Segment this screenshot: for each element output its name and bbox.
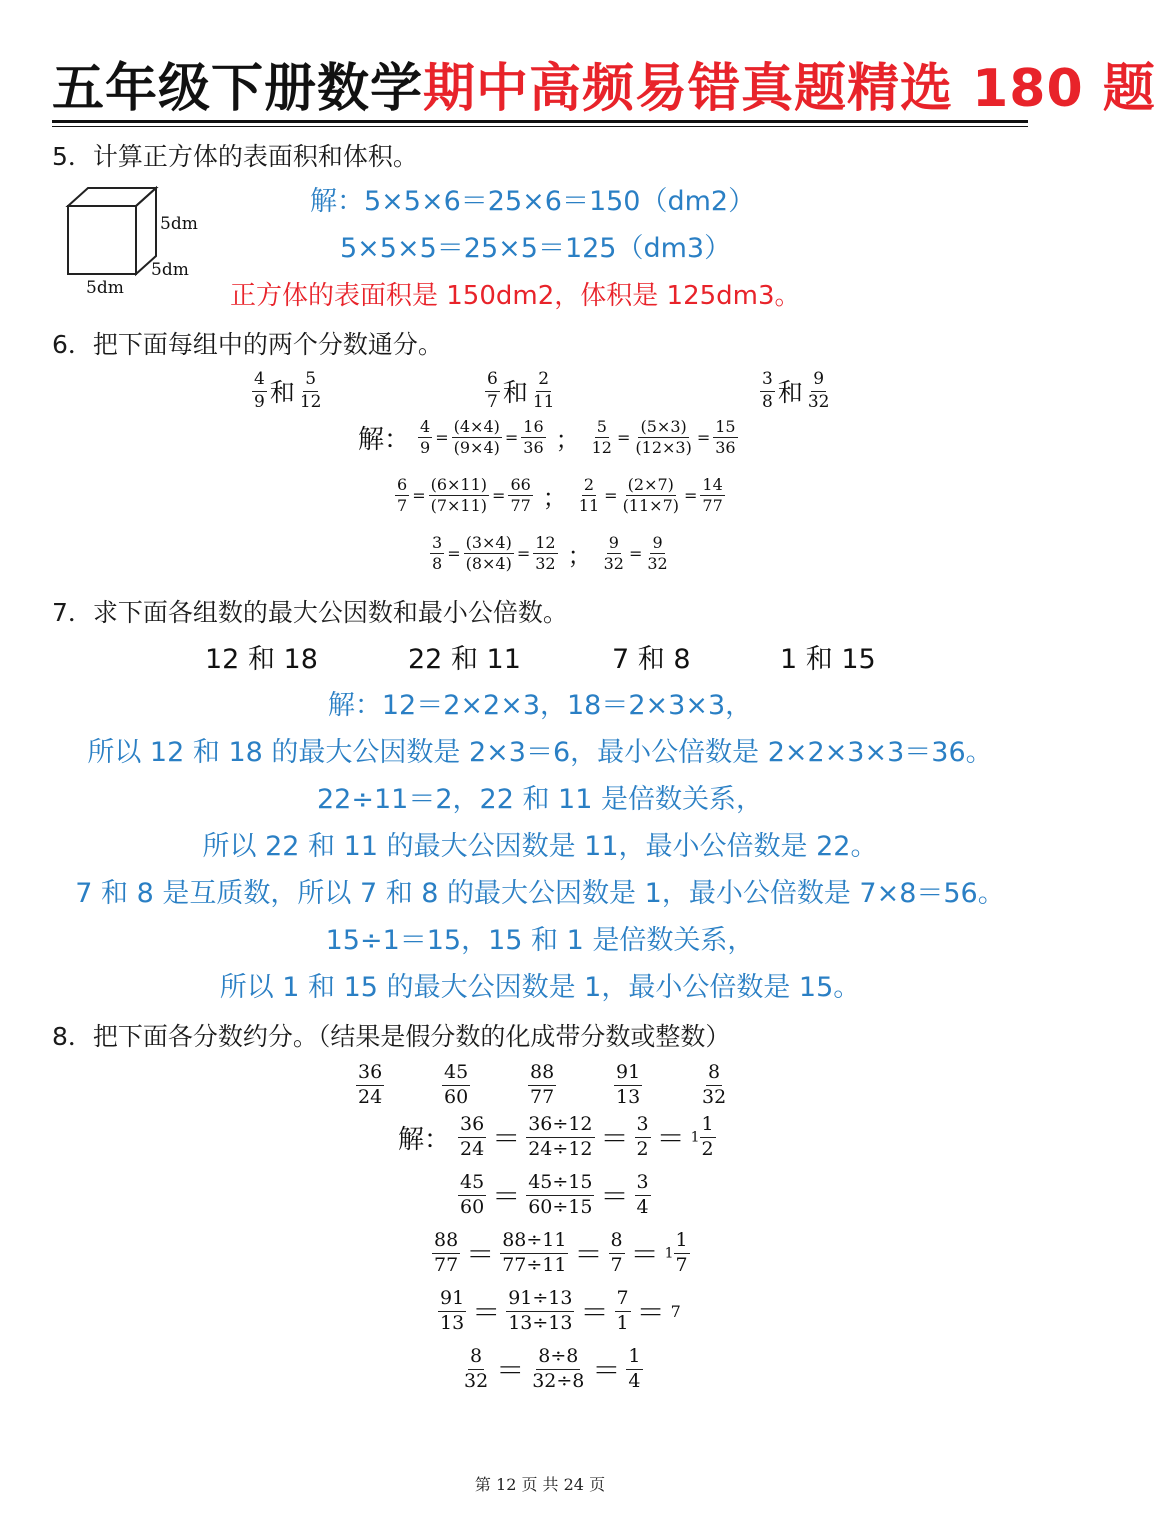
q6-solution-row: $\frac{6}{7}$ = $\frac{(6\times 11)}{(7\times 11)}$ = $\frac{66}{77}$ ； $\frac{2}{11}$ = $\frac{(2\times 7)}{(11\times 7)}$ = $\frac{14}{77}$: [397, 475, 723, 516]
mixed-number: 1 $\frac{1}{2}$: [690, 1113, 714, 1160]
q5-solution-line2: 5×5×5＝25×5＝125（dm3）: [340, 233, 732, 264]
fraction: $\frac{66}{77}$: [510, 475, 531, 516]
connector: 和: [269, 378, 295, 408]
q7-solution-line: 所以 12 和 18 的最大公因数是 2×3＝6，最小公倍数是 2×2×3×3＝36。: [87, 737, 993, 768]
fraction: $\frac{(2\times 7)}{(11\times 7)}$: [622, 475, 679, 516]
fraction: $\frac{6}{7}$: [397, 475, 408, 516]
q8-fraction: $\frac{8}{32}$: [702, 1061, 727, 1108]
fraction: $\frac{5}{12}$: [299, 369, 322, 412]
q6-solution-row: 解： $\frac{4}{9}$ = $\frac{(4\times 4)}{(9\times 4)}$ = $\frac{16}{36}$ ； $\frac{5}{12}$ = $\frac{(5\times 3)}{(12\times 3)}$ = $\frac{15}{36}$: [358, 417, 736, 458]
title-rule-thick: [52, 120, 1028, 123]
q7-solution-line: 7 和 8 是互质数，所以 7 和 8 的最大公因数是 1，最小公倍数是 7×8＝56。: [75, 878, 1005, 909]
fraction: $\frac{9}{32}$: [807, 369, 830, 412]
q7-question: 7．求下面各组数的最大公因数和最小公倍数。: [52, 598, 568, 627]
q8-fraction: $\frac{45}{60}$: [444, 1061, 469, 1108]
title-black-part: 五年级下册数学: [52, 59, 424, 119]
fraction: $\frac{3}{8}$: [762, 369, 773, 412]
q7-solution-line: 22÷11＝2，22 和 11 是倍数关系，: [317, 784, 763, 815]
q8-step: $\frac{45}{60}$ ＝ $\frac{45\div 15}{60\div 15}$ ＝ $\frac{3}{4}$: [460, 1171, 649, 1218]
q8-fraction: $\frac{36}{24}$: [358, 1061, 383, 1108]
connector: 和: [502, 378, 528, 408]
q7-group: 22 和 11: [408, 644, 521, 675]
fraction: $\frac{(5\times 3)}{(12\times 3)}$: [635, 417, 692, 458]
q7-solution-line: 解：12＝2×2×3，18＝2×3×3，: [327, 690, 753, 721]
q8-question: 8．把下面各分数约分。（结果是假分数的化成带分数或整数）: [52, 1022, 731, 1051]
solve-label: 解：: [398, 1124, 451, 1155]
fraction: $\frac{15}{36}$: [715, 417, 736, 458]
fraction: $\frac{2}{11}$: [578, 475, 600, 516]
fraction: $\frac{9}{32}$: [603, 533, 624, 574]
q8-step: $\frac{8}{32}$ ＝ $\frac{8\div 8}{32\div 8}$ ＝ $\frac{1}{4}$: [464, 1345, 641, 1392]
q6-pair: [485, 370, 556, 412]
fraction: $\frac{3}{8}$: [432, 533, 443, 574]
q5-question: 5．计算正方体的表面积和体积。: [52, 142, 418, 171]
cube-front-face: [68, 206, 136, 274]
title-rule-thin: [52, 126, 1028, 127]
q8-fraction: $\frac{88}{77}$: [530, 1061, 555, 1108]
fraction: $\frac{4}{9}$: [254, 369, 265, 412]
q8-step: $\frac{88}{77}$ ＝ $\frac{88\div 11}{77\div 11}$ ＝ $\frac{8}{7}$ ＝ 1 $\frac{1}{7}$: [434, 1229, 688, 1276]
fraction: $\frac{16}{36}$: [523, 417, 544, 458]
fraction: $\frac{(6\times 11)}{(7\times 11)}$: [430, 475, 488, 516]
q8-step: $\frac{91}{13}$ ＝ $\frac{91\div 13}{13\div 13}$ ＝ $\frac{7}{1}$ ＝ 7: [440, 1287, 681, 1334]
cube-label-bottom: 5dm: [86, 278, 124, 298]
cube-top-face: [68, 188, 156, 206]
q7-group: 7 和 8: [612, 644, 691, 675]
connector: 和: [777, 378, 803, 408]
fraction: $\frac{6}{7}$: [487, 369, 498, 412]
fraction: $\frac{5}{12}$: [591, 417, 612, 458]
whole-number: 7: [670, 1301, 681, 1321]
q6-solution-row: $\frac{3}{8}$ = $\frac{(3\times 4)}{(8\times 4)}$ = $\frac{12}{32}$ ； $\frac{9}{32}$ = $\frac{9}{32}$: [432, 533, 668, 574]
q7-solution-line: 15÷1＝15，15 和 1 是倍数关系，: [325, 925, 755, 956]
fraction: $\frac{(3\times 4)}{(8\times 4)}$: [465, 533, 512, 574]
q7-group: 12 和 18: [205, 644, 318, 675]
cube-label-right: 5dm: [160, 214, 198, 234]
solve-label: 解：: [358, 425, 411, 456]
q7-group: 1 和 15: [780, 644, 876, 675]
q7-solution-line: 所以 22 和 11 的最大公因数是 11，最小公倍数是 22。: [202, 831, 878, 862]
fraction: $\frac{9}{32}$: [647, 533, 668, 574]
q6-pair: [760, 370, 831, 412]
page-footer: 第 12 页 共 24 页: [474, 1475, 606, 1494]
title-red-part: 期中高频易错真题精选 180 题: [423, 59, 1156, 119]
fraction: $\frac{14}{77}$: [702, 475, 723, 516]
fraction: $\frac{(4\times 4)}{(9\times 4)}$: [453, 417, 500, 458]
q5-answer: 正方体的表面积是 150dm2，体积是 125dm3。: [230, 281, 801, 311]
fraction: $\frac{4}{9}$: [420, 417, 431, 458]
q8-fraction: $\frac{91}{13}$: [616, 1061, 641, 1108]
page-title: [52, 56, 1156, 122]
q6-question: 6．把下面每组中的两个分数通分。: [52, 330, 443, 359]
q5-solution-line1: 解：5×5×6＝25×6＝150（dm2）: [310, 186, 756, 217]
q8-step: 解： $\frac{36}{24}$ ＝ $\frac{36\div 12}{24\div 12}$ ＝ $\frac{3}{2}$ ＝ 1 $\frac{1}{2}$: [398, 1113, 714, 1160]
fraction: $\frac{2}{11}$: [532, 369, 555, 412]
q6-pair: [252, 370, 323, 412]
cube-figure: [60, 182, 210, 302]
q7-solution-line: 所以 1 和 15 的最大公因数是 1，最小公倍数是 15。: [219, 972, 861, 1003]
fraction: $\frac{12}{32}$: [535, 533, 556, 574]
cube-label-depth: 5dm: [151, 260, 189, 280]
mixed-number: 1 $\frac{1}{7}$: [664, 1229, 688, 1276]
